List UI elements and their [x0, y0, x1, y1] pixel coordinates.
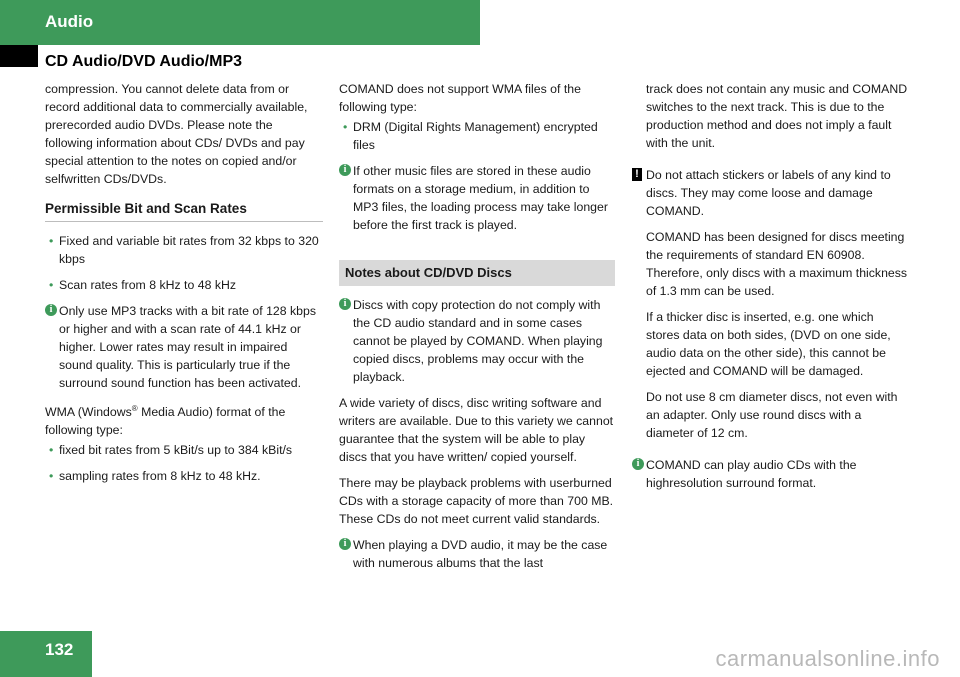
section-title: CD Audio/DVD Audio/MP3 — [45, 53, 243, 70]
info-icon: i — [339, 538, 351, 550]
paragraph: A wide variety of discs, disc writing software and writers are available. Due to this variety we cannot guarantee that the system will be able to play discs that you have written/ copied yourself. — [339, 396, 614, 464]
paragraph: If a thicker disc is inserted, e.g. one which stores data on both sides, (DVD on one side, audio data on the other side), this cannot be ejected and COMAND will be damaged. — [646, 310, 891, 378]
list-item: • sampling rates from 8 kHz to 48 kHz. — [49, 469, 261, 484]
column-1 — [45, 80, 323, 493]
bullet-list — [339, 118, 615, 154]
bullet-icon: • — [49, 234, 54, 248]
section-marker — [0, 45, 38, 67]
bullet-icon: • — [343, 120, 348, 134]
info-note: i Only use MP3 tracks with a bit rate of 128 kbps or higher and with a scan rate of 44.1 kHz or higher. Lower rates may result in impaired sound quality. This is particularly true if the surround sound function has been activated. — [45, 302, 323, 392]
paragraph: There may be playback problems with userburned CDs with a storage capacity of more than 700 MB. These CDs do not meet current valid standards. — [339, 476, 614, 526]
paragraph: track does not contain any music and COMAND switches to the next track. This is due to the production method and does not imply a fault with the unit. — [646, 82, 908, 150]
notes-heading: Notes about CD/DVD Discs — [339, 260, 615, 286]
column-3 — [632, 80, 910, 500]
warning-icon: ! — [632, 168, 642, 181]
paragraph: Do not use 8 cm diameter discs, not even with an adapter. Only use round discs with a diameter of 12 cm. — [646, 390, 898, 440]
subheading: Permissible Bit and Scan Rates — [45, 200, 323, 222]
bullet-icon: • — [49, 443, 54, 458]
bullet-list — [45, 232, 323, 294]
paragraph: COMAND does not support WMA files of the following type: — [339, 82, 581, 114]
info-icon: i — [632, 458, 644, 470]
info-icon: i — [45, 304, 57, 316]
list-item: • DRM (Digital Rights Management) encrypted files — [343, 120, 598, 152]
warning-note: ! Do not attach stickers or labels of any kind to discs. They may come loose and damage COMAND. — [632, 166, 910, 220]
list-item: • Fixed and variable bit rates from 32 kbps to 320 kbps — [49, 234, 319, 266]
bullet-icon: • — [49, 469, 54, 484]
page-number: 132 — [45, 640, 74, 659]
paragraph: COMAND has been designed for discs meeting the requirements of standard EN 60908. Therefore, only discs with a maximum thickness of 1.3 mm can be used. — [646, 230, 908, 298]
info-note: i If other music files are stored in these audio formats on a storage medium, in addition to MP3 files, the loading process may take longer before the first track is played. — [339, 162, 615, 234]
paragraph: compression. You cannot delete data from or record additional data to commercially available, prerecorded audio DVDs. Please note the following information about CDs/ DVDs and pay special attention to the notes on copied and/or selfwritten CDs/DVDs. — [45, 82, 308, 186]
info-icon: i — [339, 298, 351, 310]
header-title: Audio — [45, 12, 94, 31]
info-note: i When playing a DVD audio, it may be the case with numerous albums that the last — [339, 536, 615, 572]
column-2 — [339, 80, 615, 580]
bullet-icon: • — [49, 278, 54, 292]
paragraph: WMA (Windows® Media Audio) format of the following type: — [45, 404, 286, 438]
list-item: • fixed bit rates from 5 kBit/s up to 384 kBit/s — [49, 443, 293, 458]
info-icon: i — [339, 164, 351, 176]
info-note: i COMAND can play audio CDs with the highresolution surround format. — [632, 456, 910, 492]
bullet-list — [45, 441, 323, 485]
info-note: i Discs with copy protection do not comply with the CD audio standard and in some cases cannot be played by COMAND. When playing copied discs, problems may occur with the playback. — [339, 296, 615, 386]
watermark: carmanualsonline.info — [715, 646, 940, 671]
list-item: • Scan rates from 8 kHz to 48 kHz — [49, 278, 237, 292]
